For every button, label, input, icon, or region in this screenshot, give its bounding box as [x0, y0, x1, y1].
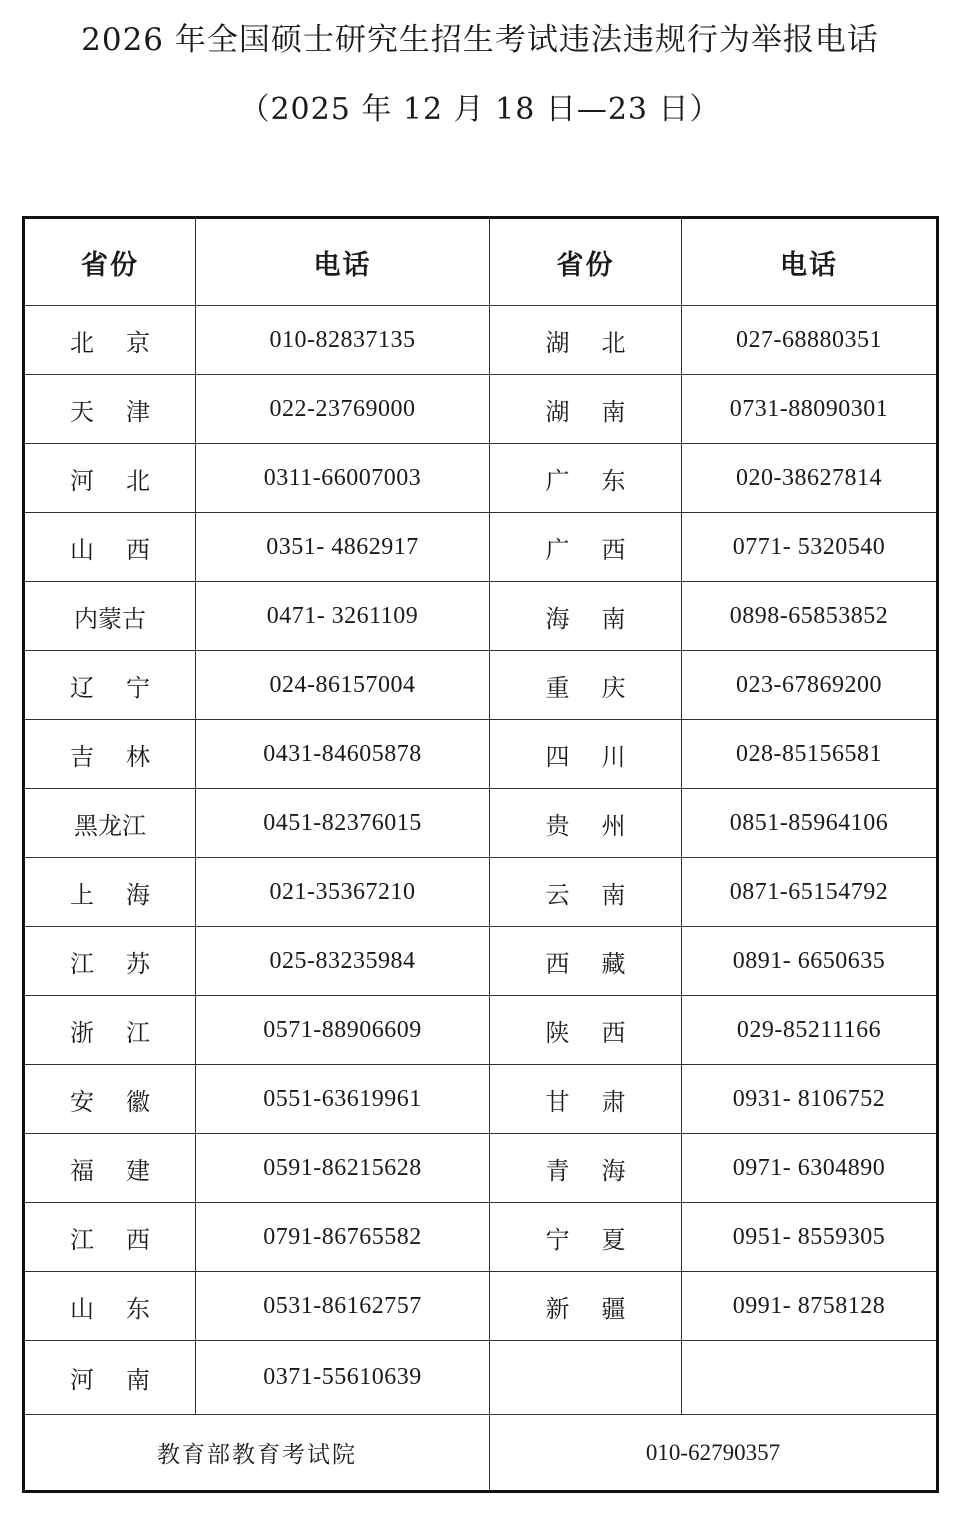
table-row — [24, 927, 938, 996]
province-name: 西藏 — [545, 949, 626, 978]
hotline-table — [22, 216, 939, 1493]
province-cell-right — [490, 720, 682, 789]
table-row — [24, 858, 938, 927]
province-name: 四川 — [545, 742, 626, 771]
province-name: 湖北 — [545, 328, 626, 357]
province-cell-left — [24, 1203, 196, 1272]
footer-organization: 教育部教育考试院 — [24, 1415, 490, 1492]
province-name: 宁夏 — [545, 1225, 626, 1254]
phone-cell-left: 024-86157004 — [196, 651, 490, 720]
phone-cell-left: 0791-86765582 — [196, 1203, 490, 1272]
province-cell-right — [490, 789, 682, 858]
phone-cell-right: 0731-88090301 — [682, 375, 938, 444]
province-name: 辽宁 — [70, 673, 150, 702]
phone-cell-right: 0771- 5320540 — [682, 513, 938, 582]
phone-cell-left: 0471- 3261109 — [196, 582, 490, 651]
province-name: 河南 — [70, 1366, 150, 1394]
phone-cell-right — [682, 1341, 938, 1415]
table-row — [24, 1134, 938, 1203]
phone-cell-right: 0871-65154792 — [682, 858, 938, 927]
province-name: 上海 — [70, 880, 150, 909]
table-row — [24, 1203, 938, 1272]
province-cell-left — [24, 1341, 196, 1415]
phone-cell-right: 0931- 8106752 — [682, 1065, 938, 1134]
province-cell-left — [24, 996, 196, 1065]
province-name: 安徽 — [70, 1087, 150, 1116]
province-cell-right — [490, 582, 682, 651]
province-name: 内蒙古 — [74, 604, 146, 633]
province-cell-right — [490, 1341, 682, 1415]
province-name: 广西 — [545, 535, 626, 564]
table-row — [24, 789, 938, 858]
header-phone-left: 电话 — [196, 218, 490, 306]
phone-cell-left: 0571-88906609 — [196, 996, 490, 1065]
table-row — [24, 513, 938, 582]
province-name: 新疆 — [545, 1294, 626, 1323]
province-cell-right — [490, 375, 682, 444]
province-name: 北京 — [70, 328, 150, 357]
province-cell-right — [490, 651, 682, 720]
page-title: 2026 年全国硕士研究生招生考试违法违规行为举报电话 — [81, 22, 879, 58]
province-cell-left — [24, 306, 196, 375]
province-name: 甘肃 — [545, 1087, 626, 1116]
province-cell-right — [490, 1272, 682, 1341]
province-cell-right — [490, 1065, 682, 1134]
table-footer-row — [24, 1415, 938, 1492]
table-row — [24, 1065, 938, 1134]
phone-cell-right: 027-68880351 — [682, 306, 938, 375]
province-name: 贵州 — [545, 811, 626, 840]
phone-cell-left: 0451-82376015 — [196, 789, 490, 858]
province-cell-right — [490, 927, 682, 996]
province-cell-right — [490, 444, 682, 513]
header-province-right: 省份 — [490, 218, 682, 306]
province-cell-left — [24, 375, 196, 444]
province-name: 河北 — [70, 466, 150, 495]
province-name: 云南 — [545, 880, 626, 909]
table-row — [24, 444, 938, 513]
phone-cell-right: 0971- 6304890 — [682, 1134, 938, 1203]
province-cell-left — [24, 927, 196, 996]
phone-cell-right: 0991- 8758128 — [682, 1272, 938, 1341]
phone-cell-left: 0591-86215628 — [196, 1134, 490, 1203]
phone-cell-right: 0851-85964106 — [682, 789, 938, 858]
phone-cell-left: 022-23769000 — [196, 375, 490, 444]
table-header-row — [24, 218, 938, 306]
phone-cell-left: 0551-63619961 — [196, 1065, 490, 1134]
province-name: 山西 — [70, 535, 150, 564]
table-row — [24, 375, 938, 444]
phone-cell-left: 0531-86162757 — [196, 1272, 490, 1341]
footer-phone: 010-62790357 — [490, 1415, 938, 1492]
province-cell-left — [24, 513, 196, 582]
phone-cell-right: 0951- 8559305 — [682, 1203, 938, 1272]
phone-cell-left: 0431-84605878 — [196, 720, 490, 789]
province-name: 广东 — [545, 466, 626, 495]
phone-cell-left: 010-82837135 — [196, 306, 490, 375]
phone-cell-left: 0351- 4862917 — [196, 513, 490, 582]
province-name: 重庆 — [545, 673, 626, 702]
province-cell-left — [24, 720, 196, 789]
phone-cell-left: 021-35367210 — [196, 858, 490, 927]
province-name: 黑龙江 — [74, 811, 146, 840]
province-cell-left — [24, 858, 196, 927]
province-cell-left — [24, 1134, 196, 1203]
table-row — [24, 651, 938, 720]
province-cell-left — [24, 1065, 196, 1134]
province-name: 湖南 — [545, 397, 626, 426]
province-cell-right — [490, 996, 682, 1065]
phone-cell-right: 0898-65853852 — [682, 582, 938, 651]
phone-cell-right: 020-38627814 — [682, 444, 938, 513]
province-cell-right — [490, 1203, 682, 1272]
table-row — [24, 582, 938, 651]
phone-cell-right: 028-85156581 — [682, 720, 938, 789]
province-cell-right — [490, 513, 682, 582]
table-row — [24, 996, 938, 1065]
province-cell-right — [490, 1134, 682, 1203]
province-name: 陕西 — [545, 1018, 626, 1047]
province-cell-left — [24, 444, 196, 513]
phone-cell-right: 0891- 6650635 — [682, 927, 938, 996]
date-range-subtitle: （2025 年 12 月 18 日—23 日） — [239, 92, 721, 127]
table-row — [24, 1272, 938, 1341]
province-name: 福建 — [70, 1156, 150, 1185]
phone-cell-left: 0311-66007003 — [196, 444, 490, 513]
phone-cell-right: 029-85211166 — [682, 996, 938, 1065]
province-name: 江苏 — [70, 949, 150, 978]
province-name: 浙江 — [70, 1018, 150, 1047]
table-body — [24, 306, 938, 1415]
table-row — [24, 720, 938, 789]
province-name: 吉林 — [70, 742, 150, 771]
header-province-left: 省份 — [24, 218, 196, 306]
province-cell-left — [24, 1272, 196, 1341]
table-row — [24, 306, 938, 375]
province-cell-left — [24, 651, 196, 720]
province-name: 青海 — [545, 1156, 626, 1185]
phone-cell-left: 025-83235984 — [196, 927, 490, 996]
province-cell-right — [490, 306, 682, 375]
province-cell-right — [490, 858, 682, 927]
phone-cell-right: 023-67869200 — [682, 651, 938, 720]
province-cell-left — [24, 582, 196, 651]
table-row — [24, 1341, 938, 1415]
phone-cell-left: 0371-55610639 — [196, 1341, 490, 1415]
province-name: 海南 — [545, 604, 626, 633]
province-name: 山东 — [70, 1294, 150, 1323]
province-name: 江西 — [70, 1225, 150, 1254]
province-cell-left — [24, 789, 196, 858]
header-phone-right: 电话 — [682, 218, 938, 306]
province-name: 天津 — [70, 397, 150, 426]
